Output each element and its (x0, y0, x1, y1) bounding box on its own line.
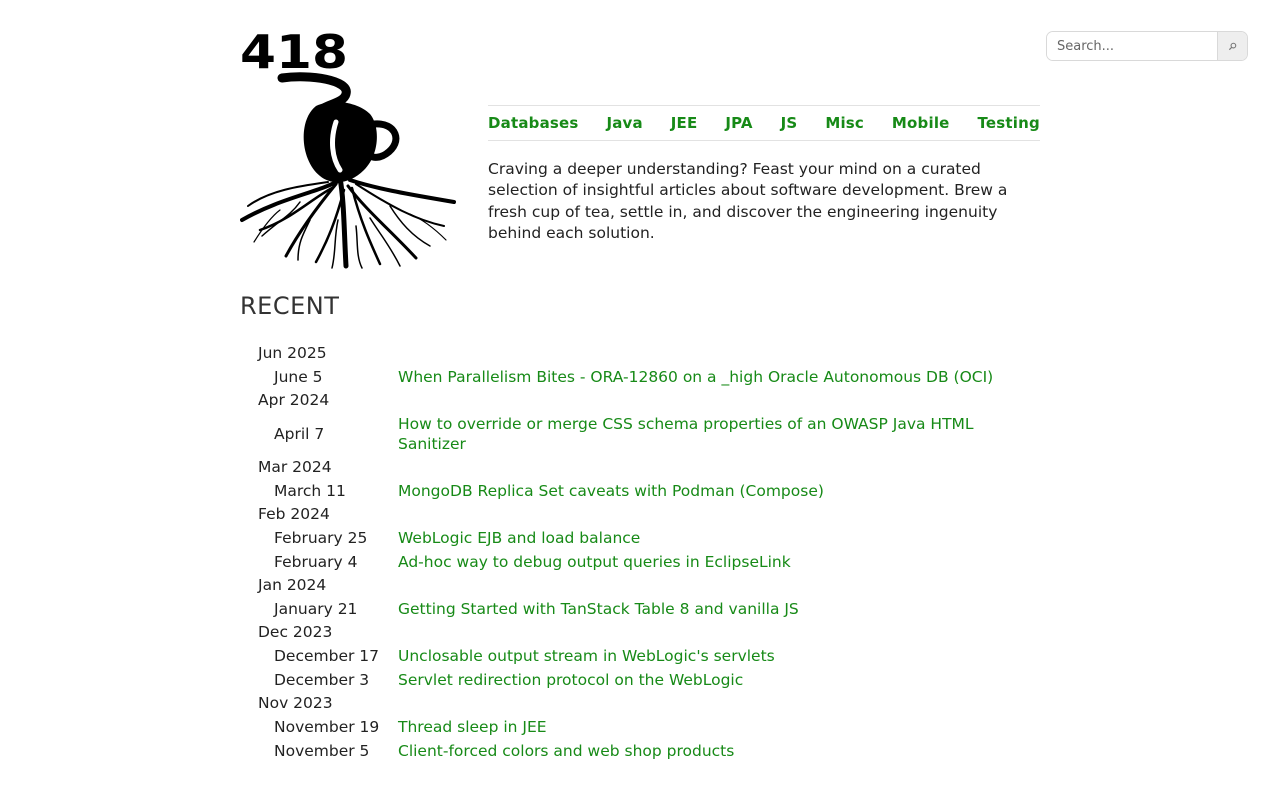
post-link[interactable]: WebLogic EJB and load balance (398, 529, 641, 547)
post-date: December 3 (274, 670, 370, 689)
post-date: November 19 (274, 717, 380, 736)
list-item (258, 668, 1048, 692)
post-link[interactable]: Client-forced colors and web shop products (398, 742, 735, 760)
list-item (258, 365, 1048, 389)
nav-item-java[interactable]: Java (606, 114, 643, 132)
list-item (258, 715, 1048, 739)
post-title-cell (398, 550, 1018, 574)
nav-item-databases[interactable]: Databases (488, 114, 579, 132)
post-date: January 21 (274, 599, 358, 618)
search-button[interactable] (1217, 32, 1247, 60)
post-title-cell (398, 412, 1018, 456)
search-icon (1228, 42, 1237, 51)
post-date: December 17 (274, 646, 380, 665)
post-link[interactable]: Ad-hoc way to debug output queries in EclipseLink (398, 553, 791, 571)
nav-item-js[interactable]: JS (780, 114, 798, 132)
site-logo[interactable] (240, 30, 458, 270)
category-nav (488, 105, 1040, 141)
archive-month: Jun 2025 (258, 344, 327, 362)
search-form (1046, 31, 1248, 61)
archive-month: Feb 2024 (258, 505, 330, 523)
post-title-cell (398, 526, 1018, 550)
post-title-cell (398, 597, 1018, 621)
list-item (258, 526, 1048, 550)
post-link[interactable]: Thread sleep in JEE (398, 718, 547, 736)
archive-month: Jan 2024 (258, 576, 327, 594)
post-link[interactable]: How to override or merge CSS schema properties of an OWASP Java HTML Sanitizer (398, 415, 974, 453)
archive-month: Apr 2024 (258, 391, 330, 409)
list-item (258, 644, 1048, 668)
post-date: April 7 (274, 424, 325, 443)
nav-item-mobile[interactable]: Mobile (891, 114, 950, 132)
post-date: February 4 (274, 552, 358, 571)
nav-item-testing[interactable]: Testing (977, 114, 1040, 132)
teacup-roots-logo-icon (240, 30, 458, 270)
archive-month: Dec 2023 (258, 623, 333, 641)
recent-archive (258, 342, 1048, 763)
nav-item-jee[interactable]: JEE (670, 114, 698, 132)
post-date: March 11 (274, 481, 346, 500)
site-tagline: Craving a deeper understanding? Feast your mind on a curated selection of insightful articles about software development. Brew a fresh cup of tea, settle in, and discover the engineering ingenuity behind each solution. (488, 160, 1008, 242)
search-input[interactable] (1047, 32, 1217, 60)
recent-heading: RECENT (240, 292, 340, 320)
list-item (258, 597, 1048, 621)
nav-item-jpa[interactable]: JPA (725, 114, 753, 132)
post-date: February 25 (274, 528, 368, 547)
logo-text: 418 (240, 30, 348, 79)
post-date: June 5 (274, 367, 323, 386)
list-item (258, 412, 1048, 456)
post-title-cell (398, 739, 1018, 763)
archive-month: Mar 2024 (258, 458, 332, 476)
list-item (258, 550, 1048, 574)
post-link[interactable]: Unclosable output stream in WebLogic's servlets (398, 647, 775, 665)
post-title-cell (398, 479, 1018, 503)
post-title-cell (398, 668, 1018, 692)
archive-month: Nov 2023 (258, 694, 333, 712)
list-item (258, 739, 1048, 763)
post-title-cell (398, 644, 1018, 668)
post-link[interactable]: Servlet redirection protocol on the WebLogic (398, 671, 744, 689)
post-link[interactable]: MongoDB Replica Set caveats with Podman (Compose) (398, 482, 824, 500)
post-link[interactable]: Getting Started with TanStack Table 8 and vanilla JS (398, 600, 799, 618)
post-date: November 5 (274, 741, 370, 760)
list-item (258, 479, 1048, 503)
post-title-cell (398, 715, 1018, 739)
post-link[interactable]: When Parallelism Bites - ORA-12860 on a _high Oracle Autonomous DB (OCI) (398, 368, 994, 386)
post-title-cell (398, 365, 1018, 389)
nav-item-misc[interactable]: Misc (825, 114, 865, 132)
